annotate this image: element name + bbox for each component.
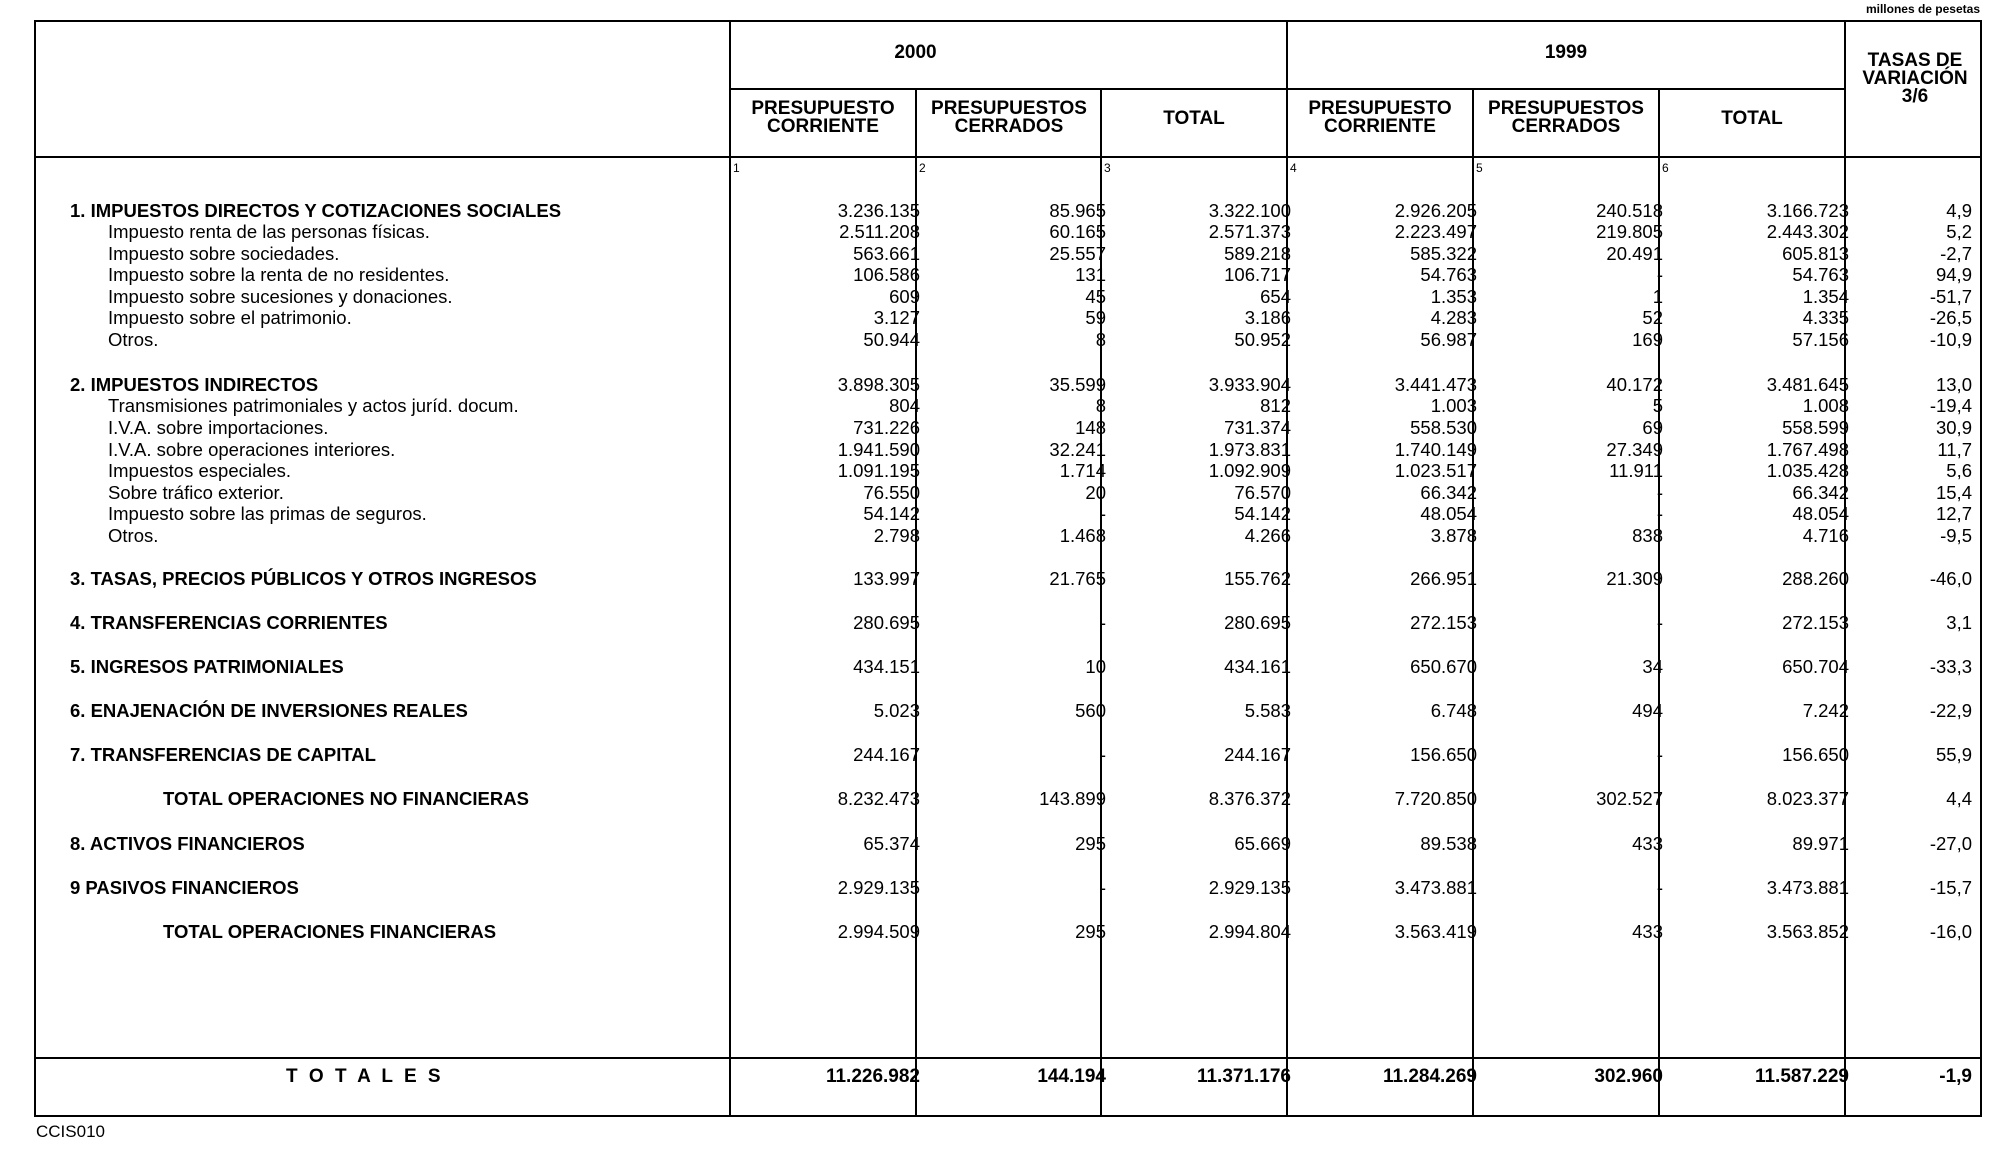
table-cell: 32.241 <box>1049 439 1106 460</box>
totals-cell: 302.960 <box>1594 1066 1663 1087</box>
table-cell: -15,7 <box>1929 877 1972 898</box>
table-cell: 3.563.419 <box>1394 921 1477 942</box>
row-label: Otros. <box>108 329 159 350</box>
table-cell: 804 <box>889 395 920 416</box>
table-cell: 650.704 <box>1782 656 1849 677</box>
table-cell: 48.054 <box>1792 503 1849 524</box>
table-cell: 605.813 <box>1782 243 1849 264</box>
row-label: 5. INGRESOS PATRIMONIALES <box>70 656 344 677</box>
table-cell: 295 <box>1075 833 1106 854</box>
table-cell: 3.481.645 <box>1766 374 1849 395</box>
table-cell: 30,9 <box>1935 417 1972 438</box>
column-number: 2 <box>919 161 926 175</box>
table-cell: 59 <box>1085 307 1106 328</box>
row-label: 9 PASIVOS FINANCIEROS <box>70 877 299 898</box>
table-row <box>36 264 1980 286</box>
table-cell: -33,3 <box>1929 656 1972 677</box>
table-cell: 50.944 <box>863 329 920 350</box>
table-row <box>36 877 1980 899</box>
table-cell: 169 <box>1632 329 1663 350</box>
table-cell: 1.008 <box>1802 395 1849 416</box>
table-cell: 54.142 <box>1234 503 1291 524</box>
table-row <box>36 656 1980 678</box>
table-cell: - <box>1099 612 1106 633</box>
table-cell: 50.952 <box>1234 329 1291 350</box>
table-row <box>36 395 1980 417</box>
table-cell: 3.898.305 <box>837 374 920 395</box>
rate-header: TASAS DE VARIACIÓN 3/6 <box>1862 50 1968 107</box>
table-cell: 25.557 <box>1049 243 1106 264</box>
table-cell: 3.473.881 <box>1394 877 1477 898</box>
table-cell: 45 <box>1085 286 1106 307</box>
table-cell: 55,9 <box>1935 744 1972 765</box>
table-cell: 2.994.509 <box>837 921 920 942</box>
table-cell: 558.599 <box>1782 417 1849 438</box>
table-cell: 650.670 <box>1410 656 1477 677</box>
table-cell: 1.767.498 <box>1766 439 1849 460</box>
table-cell: 3,1 <box>1946 612 1972 633</box>
column-number: 4 <box>1290 161 1297 175</box>
table-cell: - <box>1099 503 1106 524</box>
table-row <box>36 700 1980 722</box>
table-cell: 1 <box>1652 286 1663 307</box>
table-cell: 11.911 <box>1609 460 1663 481</box>
table-cell: 54.763 <box>1420 264 1477 285</box>
table-cell: - <box>1099 877 1106 898</box>
units-note: millones de pesetas <box>1865 2 1980 16</box>
table-row <box>36 503 1980 525</box>
table-cell: 266.951 <box>1410 568 1477 589</box>
row-label: 8. ACTIVOS FINANCIEROS <box>70 833 305 854</box>
table-cell: - <box>1656 877 1663 898</box>
row-divider <box>36 1057 1980 1059</box>
table-cell: 434.161 <box>1224 656 1291 677</box>
table-row <box>36 921 1980 943</box>
table-row <box>36 525 1980 547</box>
table-cell: 1.941.590 <box>837 439 920 460</box>
table-cell: 3.473.881 <box>1766 877 1849 898</box>
table-cell: 1.740.149 <box>1394 439 1477 460</box>
table-cell: 5,6 <box>1946 460 1972 481</box>
table-cell: 560 <box>1075 700 1106 721</box>
row-divider <box>36 156 1980 158</box>
table-cell: - <box>1656 503 1663 524</box>
table-cell: 69 <box>1642 417 1663 438</box>
table-cell: 20 <box>1085 482 1106 503</box>
table-cell: 40.172 <box>1606 374 1663 395</box>
table-cell: 280.695 <box>1224 612 1291 633</box>
table-cell: 8 <box>1095 329 1106 350</box>
table-cell: 3.322.100 <box>1208 200 1291 221</box>
table-cell: 280.695 <box>853 612 920 633</box>
table-cell: 27.349 <box>1606 439 1663 460</box>
table-cell: 155.762 <box>1224 568 1291 589</box>
table-row <box>36 307 1980 329</box>
year-header-1999: 1999 <box>1544 42 1588 63</box>
row-label: 6. ENAJENACIÓN DE INVERSIONES REALES <box>70 700 468 721</box>
table-cell: 244.167 <box>1224 744 1291 765</box>
table-cell: 2.443.302 <box>1766 221 1849 242</box>
table-cell: 15,4 <box>1935 482 1972 503</box>
table-cell: 133.997 <box>853 568 920 589</box>
table-cell: 156.650 <box>1410 744 1477 765</box>
table-cell: 3.878 <box>1430 525 1477 546</box>
table-cell: 731.226 <box>853 417 920 438</box>
table-cell: 4,4 <box>1946 788 1972 809</box>
row-label: Impuesto sobre sociedades. <box>108 243 340 264</box>
table-cell: 609 <box>889 286 920 307</box>
table-cell: 3.186 <box>1244 307 1291 328</box>
column-header: TOTAL <box>1721 108 1783 129</box>
table-cell: 21.309 <box>1606 568 1663 589</box>
table-cell: 94,9 <box>1935 264 1972 285</box>
row-label: Impuestos especiales. <box>108 460 292 481</box>
table-cell: 2.223.497 <box>1394 221 1477 242</box>
row-label: 1. IMPUESTOS DIRECTOS Y COTIZACIONES SOCIALES <box>70 200 562 221</box>
table-cell: 52 <box>1642 307 1663 328</box>
table-cell: 13,0 <box>1935 374 1972 395</box>
table-cell: 34 <box>1642 656 1663 677</box>
table-cell: 65.374 <box>863 833 920 854</box>
totals-row <box>36 1062 1980 1092</box>
table-cell: -51,7 <box>1929 286 1972 307</box>
totals-cell: 144.194 <box>1037 1066 1106 1087</box>
table-row <box>36 200 1980 222</box>
table-cell: -9,5 <box>1940 525 1972 546</box>
table-row <box>36 788 1980 810</box>
table-cell: -10,9 <box>1929 329 1972 350</box>
table-cell: 3.441.473 <box>1394 374 1477 395</box>
table-cell: 589.218 <box>1224 243 1291 264</box>
table-cell: 1.003 <box>1430 395 1477 416</box>
table-cell: 156.650 <box>1782 744 1849 765</box>
table-cell: 131 <box>1075 264 1106 285</box>
table-row <box>36 221 1980 243</box>
table-cell: -19,4 <box>1929 395 1972 416</box>
column-header: PRESUPUESTO CORRIENTE <box>1308 98 1452 137</box>
table-cell: 2.798 <box>873 525 920 546</box>
table-cell: 1.468 <box>1059 525 1106 546</box>
table-cell: 272.153 <box>1410 612 1477 633</box>
table-cell: 2.994.804 <box>1208 921 1291 942</box>
footer-code: CCIS010 <box>36 1122 105 1141</box>
table-cell: 57.156 <box>1792 329 1849 350</box>
row-label: Transmisiones patrimoniales y actos juríd. docum. <box>108 395 519 416</box>
table-cell: 5 <box>1652 395 1663 416</box>
table-cell: 8 <box>1095 395 1106 416</box>
table-cell: 2.929.135 <box>837 877 920 898</box>
table-cell: 10 <box>1085 656 1106 677</box>
table-cell: 2.929.135 <box>1208 877 1291 898</box>
table-row <box>36 482 1980 504</box>
table-cell: 76.570 <box>1234 482 1291 503</box>
table-cell: 76.550 <box>863 482 920 503</box>
table-cell: 295 <box>1075 921 1106 942</box>
row-label: Otros. <box>108 525 159 546</box>
totals-cell: -1,9 <box>1939 1066 1972 1087</box>
totals-cell: 11.284.269 <box>1382 1066 1477 1087</box>
table-cell: 8.376.372 <box>1208 788 1291 809</box>
column-number: 6 <box>1662 161 1669 175</box>
table-cell: 65.669 <box>1234 833 1291 854</box>
table-cell: -46,0 <box>1929 568 1972 589</box>
table-cell: 89.971 <box>1792 833 1849 854</box>
table-cell: 21.765 <box>1049 568 1106 589</box>
table-cell: 558.530 <box>1410 417 1477 438</box>
table-cell: 1.353 <box>1430 286 1477 307</box>
table-cell: 5.583 <box>1244 700 1291 721</box>
table-cell: 66.342 <box>1792 482 1849 503</box>
table-row <box>36 833 1980 855</box>
totals-cell: 11.587.229 <box>1754 1066 1849 1087</box>
table-cell: 3.127 <box>873 307 920 328</box>
table-cell: 6.748 <box>1430 700 1477 721</box>
row-label: Impuesto sobre el patrimonio. <box>108 307 352 328</box>
table-cell: 143.899 <box>1039 788 1106 809</box>
column-header: PRESUPUESTOS CERRADOS <box>931 98 1087 137</box>
totals-label: T O T A L E S <box>286 1066 444 1087</box>
table-cell: 5.023 <box>873 700 920 721</box>
column-header: PRESUPUESTOS CERRADOS <box>1488 98 1644 137</box>
row-label: Sobre tráfico exterior. <box>108 482 284 503</box>
table-cell: 106.717 <box>1224 264 1291 285</box>
table-cell: 54.142 <box>863 503 920 524</box>
row-label: Impuesto sobre la renta de no residentes. <box>108 264 450 285</box>
column-header: TOTAL <box>1163 108 1225 129</box>
row-label: 7. TRANSFERENCIAS DE CAPITAL <box>70 744 376 765</box>
row-label: TOTAL OPERACIONES FINANCIERAS <box>163 921 497 942</box>
table-cell: 11,7 <box>1937 439 1972 460</box>
table-cell: 288.260 <box>1782 568 1849 589</box>
totals-cell: 11.371.176 <box>1196 1066 1291 1087</box>
column-number: 3 <box>1104 161 1111 175</box>
table-cell: - <box>1656 612 1663 633</box>
table-cell: 563.661 <box>853 243 920 264</box>
table-cell: 240.518 <box>1596 200 1663 221</box>
table-cell: - <box>1656 744 1663 765</box>
table-cell: 20.491 <box>1606 243 1663 264</box>
row-divider <box>729 88 1846 90</box>
table-cell: - <box>1656 482 1663 503</box>
table-row <box>36 417 1980 439</box>
table-cell: 8.023.377 <box>1766 788 1849 809</box>
table-cell: 654 <box>1260 286 1291 307</box>
table-cell: - <box>1099 744 1106 765</box>
column-header: PRESUPUESTO CORRIENTE <box>751 98 895 137</box>
table-cell: 3.166.723 <box>1766 200 1849 221</box>
table-cell: -26,5 <box>1929 307 1972 328</box>
table-cell: 731.374 <box>1224 417 1291 438</box>
table-cell: 272.153 <box>1782 612 1849 633</box>
table-frame <box>34 20 1982 1117</box>
row-label: 3. TASAS, PRECIOS PÚBLICOS Y OTROS INGRESOS <box>70 568 537 589</box>
table-cell: 106.586 <box>853 264 920 285</box>
table-cell: 12,7 <box>1935 503 1972 524</box>
table-cell: 494 <box>1632 700 1663 721</box>
table-cell: 7.242 <box>1802 700 1849 721</box>
table-row <box>36 374 1980 396</box>
table-row <box>36 286 1980 308</box>
table-cell: 3.563.852 <box>1766 921 1849 942</box>
table-cell: 1.023.517 <box>1394 460 1477 481</box>
table-cell: 1.714 <box>1059 460 1106 481</box>
table-row <box>36 439 1980 461</box>
table-cell: 2.511.208 <box>839 221 920 242</box>
table-cell: 244.167 <box>853 744 920 765</box>
table-cell: - <box>1656 264 1663 285</box>
table-cell: 3.933.904 <box>1208 374 1291 395</box>
row-label: 4. TRANSFERENCIAS CORRIENTES <box>70 612 388 633</box>
row-label: I.V.A. sobre operaciones interiores. <box>108 439 396 460</box>
table-cell: 148 <box>1075 417 1106 438</box>
table-cell: 4.716 <box>1802 525 1849 546</box>
table-cell: 1.091.195 <box>837 460 920 481</box>
table-cell: 812 <box>1260 395 1291 416</box>
column-number: 1 <box>733 161 740 175</box>
row-label: 2. IMPUESTOS INDIRECTOS <box>70 374 319 395</box>
table-cell: 7.720.850 <box>1394 788 1477 809</box>
table-row <box>36 744 1980 766</box>
table-cell: -27,0 <box>1929 833 1972 854</box>
row-label: I.V.A. sobre importaciones. <box>108 417 329 438</box>
row-label: Impuesto sobre sucesiones y donaciones. <box>108 286 453 307</box>
table-cell: 2.926.205 <box>1394 200 1477 221</box>
table-cell: 56.987 <box>1420 329 1477 350</box>
table-cell: 302.527 <box>1596 788 1663 809</box>
table-cell: 3.236.135 <box>837 200 920 221</box>
table-cell: 2.571.373 <box>1208 221 1291 242</box>
year-header-2000: 2000 <box>894 42 937 63</box>
table-cell: 1.354 <box>1802 286 1849 307</box>
table-cell: 1.092.909 <box>1208 460 1291 481</box>
table-cell: 4.283 <box>1430 307 1477 328</box>
table-cell: 4,9 <box>1946 200 1972 221</box>
table-cell: 8.232.473 <box>837 788 920 809</box>
table-cell: -16,0 <box>1929 921 1972 942</box>
table-row <box>36 612 1980 634</box>
table-row <box>36 460 1980 482</box>
table-cell: 838 <box>1632 525 1663 546</box>
table-cell: 219.805 <box>1596 221 1663 242</box>
table-cell: 54.763 <box>1792 264 1849 285</box>
table-cell: 4.335 <box>1802 307 1849 328</box>
table-row <box>36 243 1980 265</box>
table-cell: -2,7 <box>1940 243 1972 264</box>
table-cell: 89.538 <box>1420 833 1477 854</box>
row-label: Impuesto sobre las primas de seguros. <box>108 503 427 524</box>
row-label: TOTAL OPERACIONES NO FINANCIERAS <box>163 788 529 809</box>
table-cell: 433 <box>1632 833 1663 854</box>
table-cell: 66.342 <box>1420 482 1477 503</box>
totals-cell: 11.226.982 <box>825 1066 920 1087</box>
table-cell: 585.322 <box>1410 243 1477 264</box>
column-number: 5 <box>1476 161 1483 175</box>
table-cell: 60.165 <box>1049 221 1106 242</box>
table-cell: 434.151 <box>853 656 920 677</box>
table-row <box>36 329 1980 351</box>
table-cell: -22,9 <box>1929 700 1972 721</box>
table-cell: 48.054 <box>1420 503 1477 524</box>
table-cell: 4.266 <box>1244 525 1291 546</box>
table-cell: 1.035.428 <box>1766 460 1849 481</box>
table-cell: 85.965 <box>1049 200 1106 221</box>
table-cell: 5,2 <box>1946 221 1972 242</box>
table-cell: 35.599 <box>1049 374 1106 395</box>
row-label: Impuesto renta de las personas físicas. <box>108 221 430 242</box>
table-cell: 1.973.831 <box>1208 439 1291 460</box>
table-cell: 433 <box>1632 921 1663 942</box>
table-row <box>36 568 1980 590</box>
